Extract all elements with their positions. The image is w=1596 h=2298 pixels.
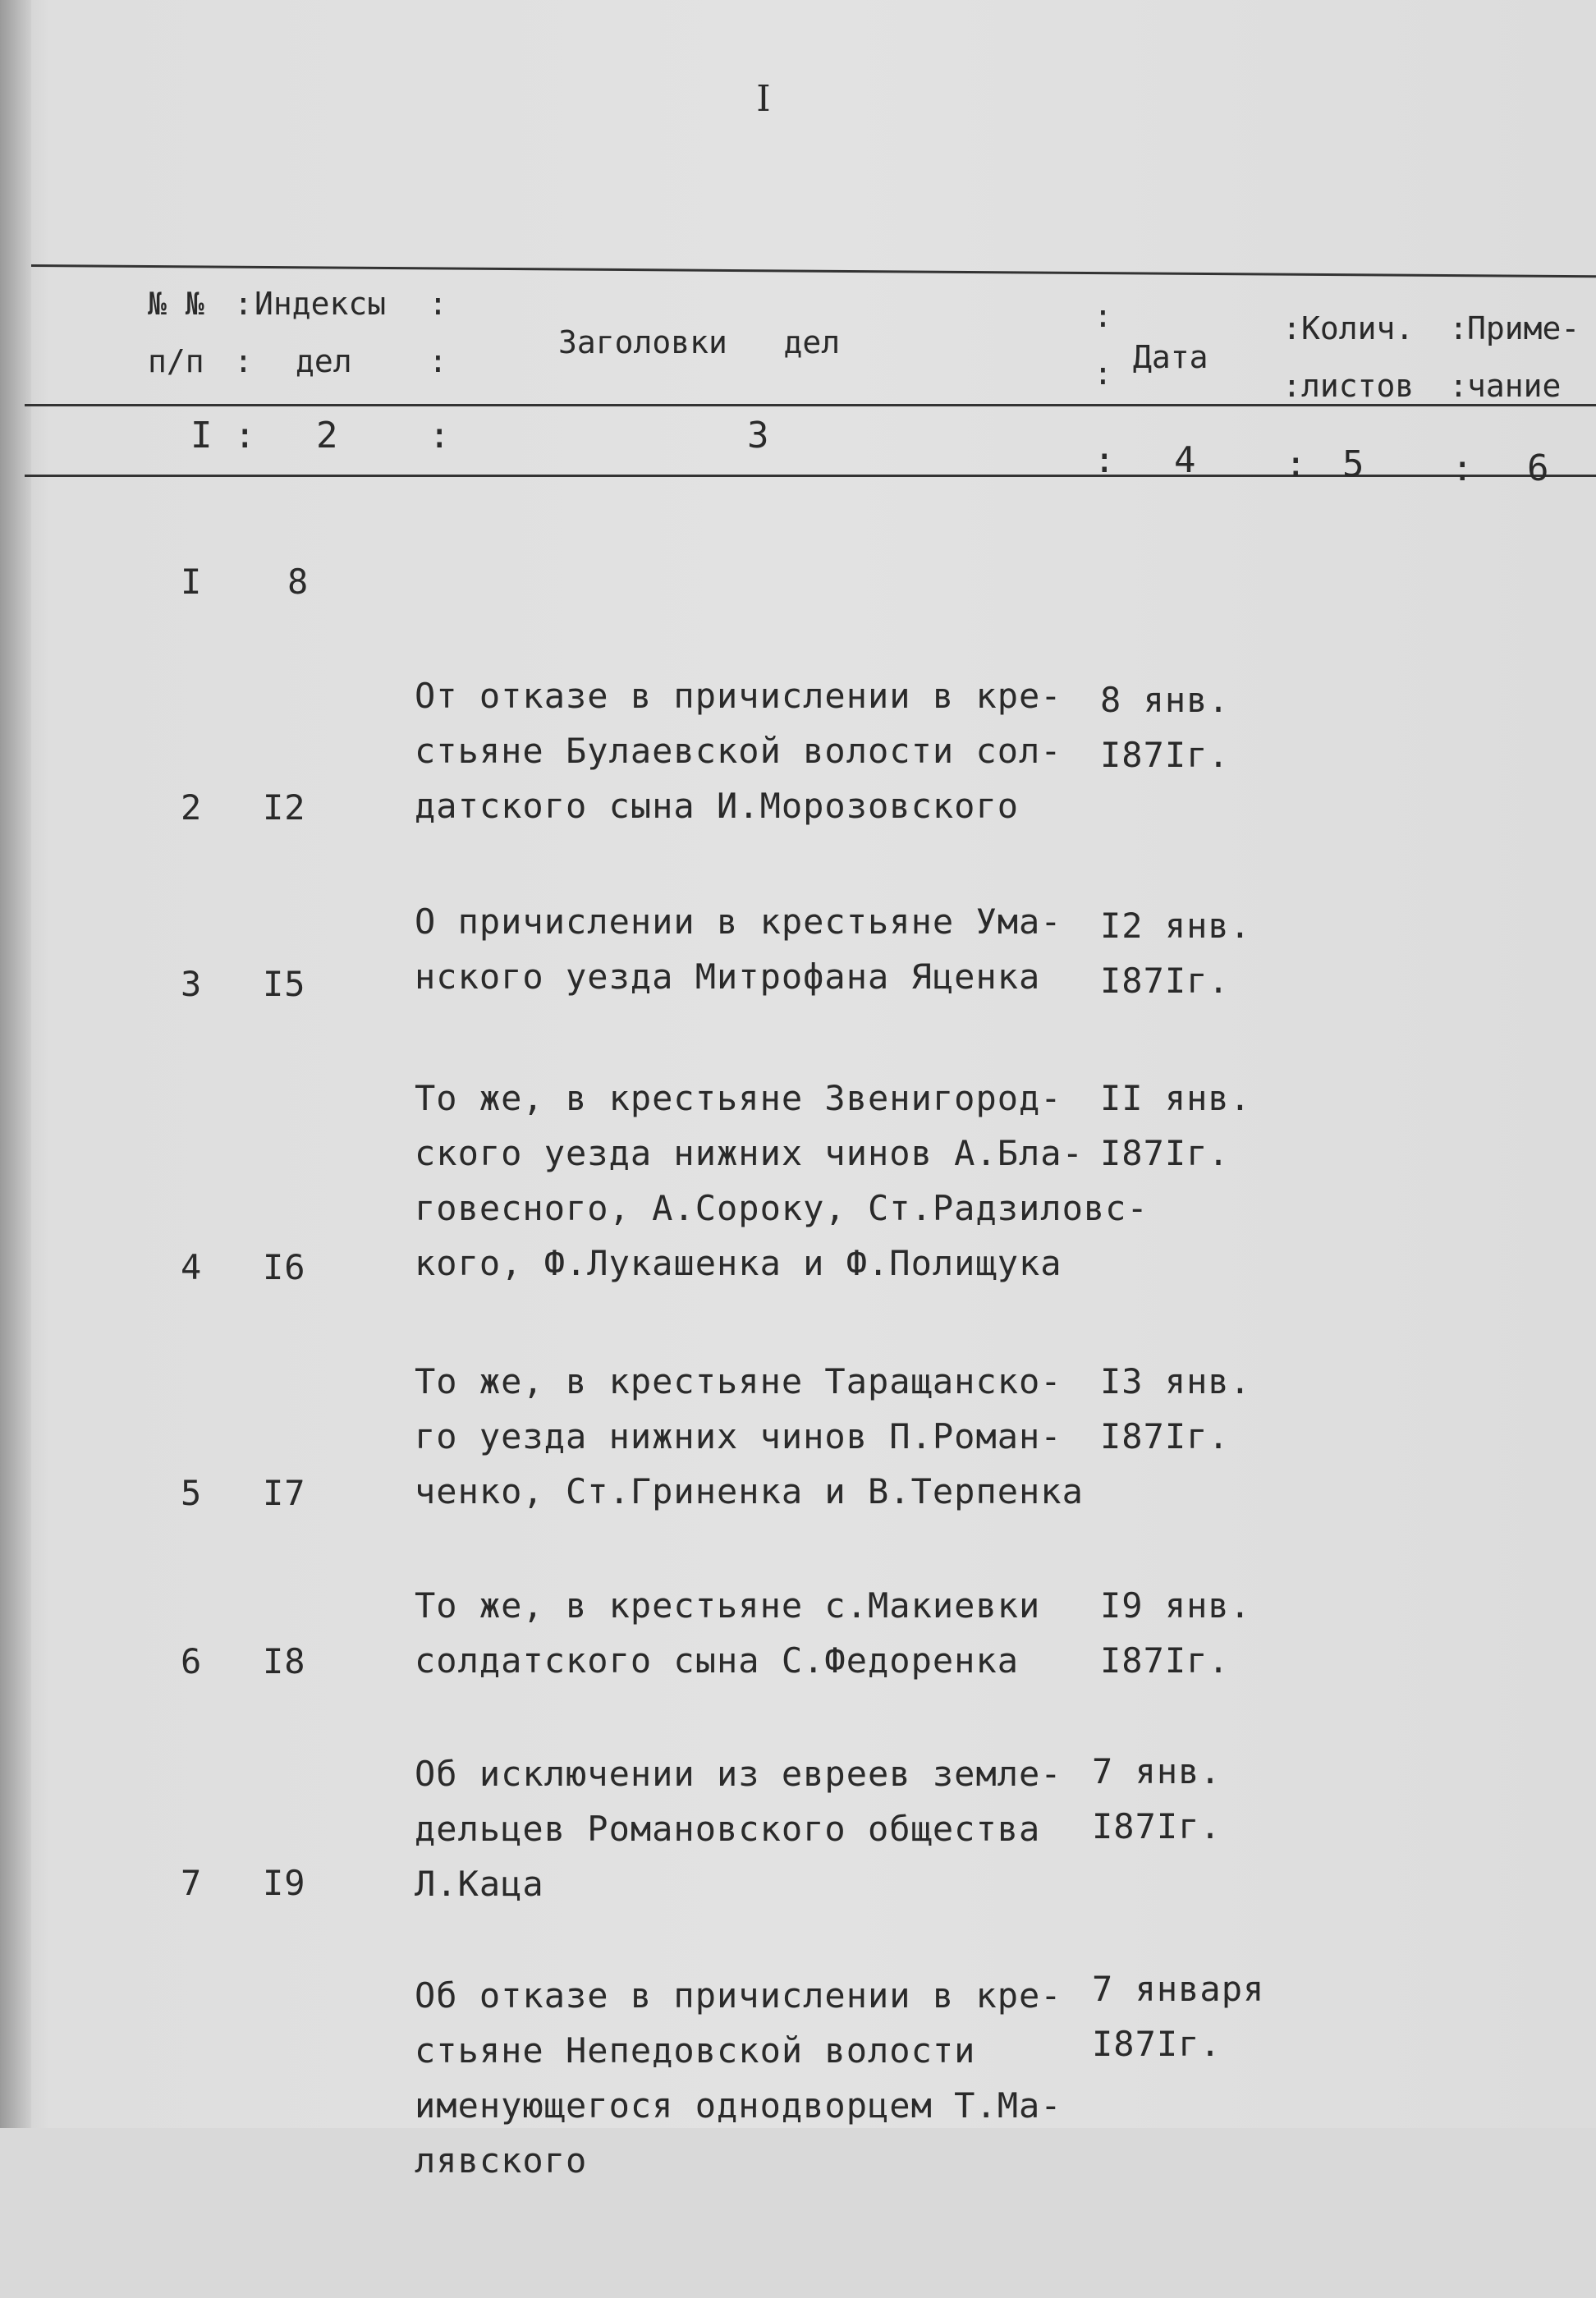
colnum-sep-3: : xyxy=(1094,439,1116,481)
header-sep-5a: : : xyxy=(1282,310,1301,404)
colnum-sep-2: : xyxy=(429,415,451,456)
row-number: 6 xyxy=(181,1641,203,1681)
row-date: I9 янв. I87Iг. xyxy=(1100,1585,1252,1681)
header-col6: Приме- чание xyxy=(1467,310,1580,404)
colnum-4: 4 xyxy=(1174,439,1196,481)
colnum-6: 6 xyxy=(1527,447,1549,489)
row-number: 4 xyxy=(181,1247,203,1287)
header-col2: Индексы дел xyxy=(255,286,387,379)
row-date: 8 янв. I87Iг. xyxy=(1100,680,1230,775)
row-date: 7 января I87Iг. xyxy=(1092,1969,1265,2064)
row-index: I2 xyxy=(263,787,306,828)
header-col5: Колич. листов xyxy=(1301,310,1415,404)
row-index: I7 xyxy=(263,1473,306,1513)
row-index: I9 xyxy=(263,1863,306,1903)
row-title: О причислении в крестьяне Ума- нского уезда Митрофана Яценка xyxy=(415,901,1062,997)
row-date: II янв. I87Iг. xyxy=(1100,1078,1252,1173)
colnum-sep-5: : xyxy=(1452,447,1474,489)
header-sep-1: : : xyxy=(234,286,253,379)
colnum-2: 2 xyxy=(316,415,338,456)
row-index: 8 xyxy=(287,562,310,602)
row-number: 7 xyxy=(181,1863,203,1903)
page-edge xyxy=(0,0,31,2128)
row-title: Об исключении из евреев земле- дельцев Романовского общества Л.Каца xyxy=(415,1754,1062,1904)
row-index: I8 xyxy=(263,1641,306,1681)
row-number: 2 xyxy=(181,787,203,828)
header-col4: Дата xyxy=(1133,339,1208,375)
row-date: 7 янв. I87Iг. xyxy=(1092,1751,1222,1846)
row-title: Об отказе в причислении в кре- стьяне Непедовской волости именующегося однодворцем Т.Ма- лявского xyxy=(415,1975,1062,2181)
row-title: То же, в крестьяне Таращанско- го уезда нижних чинов П.Роман- ченко, Ст.Гриненка и В.Терпенка xyxy=(415,1361,1084,1511)
colnum-5: 5 xyxy=(1342,443,1364,485)
colnum-1: I xyxy=(190,415,213,456)
row-number: 5 xyxy=(181,1473,203,1513)
colnum-sep-1: : xyxy=(234,415,256,456)
row-date: I3 янв. I87Iг. xyxy=(1100,1361,1252,1456)
row-date: I2 янв. I87Iг. xyxy=(1100,906,1252,1001)
header-sep-6a: : : xyxy=(1449,310,1468,404)
row-title: От отказе в причислении в кре- стьяне Булаевской волости сол- датского сына И.Морозовского xyxy=(415,676,1062,826)
row-title: То же, в крестьяне Звенигород- ского уезда нижних чинов А.Бла- говесного, А.Сороку, Ст.Радзиловс- кого, Ф.Лукашенка и Ф.Полищука xyxy=(415,1078,1149,1283)
row-title: То же, в крестьяне с.Макиевки солдатского сына С.Федоренка xyxy=(415,1585,1041,1681)
colnum-3: 3 xyxy=(747,415,769,456)
header-sep-2: : : xyxy=(429,286,447,379)
colnum-sep-4: : xyxy=(1285,443,1307,485)
header-sep-3: : : xyxy=(1094,298,1112,392)
row-number: 3 xyxy=(181,964,203,1004)
row-number: I xyxy=(181,562,203,602)
header-col1: № № п/п xyxy=(148,286,204,379)
header-col3: Заголовки дел xyxy=(558,324,841,360)
row-index: I5 xyxy=(263,964,306,1004)
row-index: I6 xyxy=(263,1247,306,1287)
page-number: I xyxy=(756,78,771,120)
